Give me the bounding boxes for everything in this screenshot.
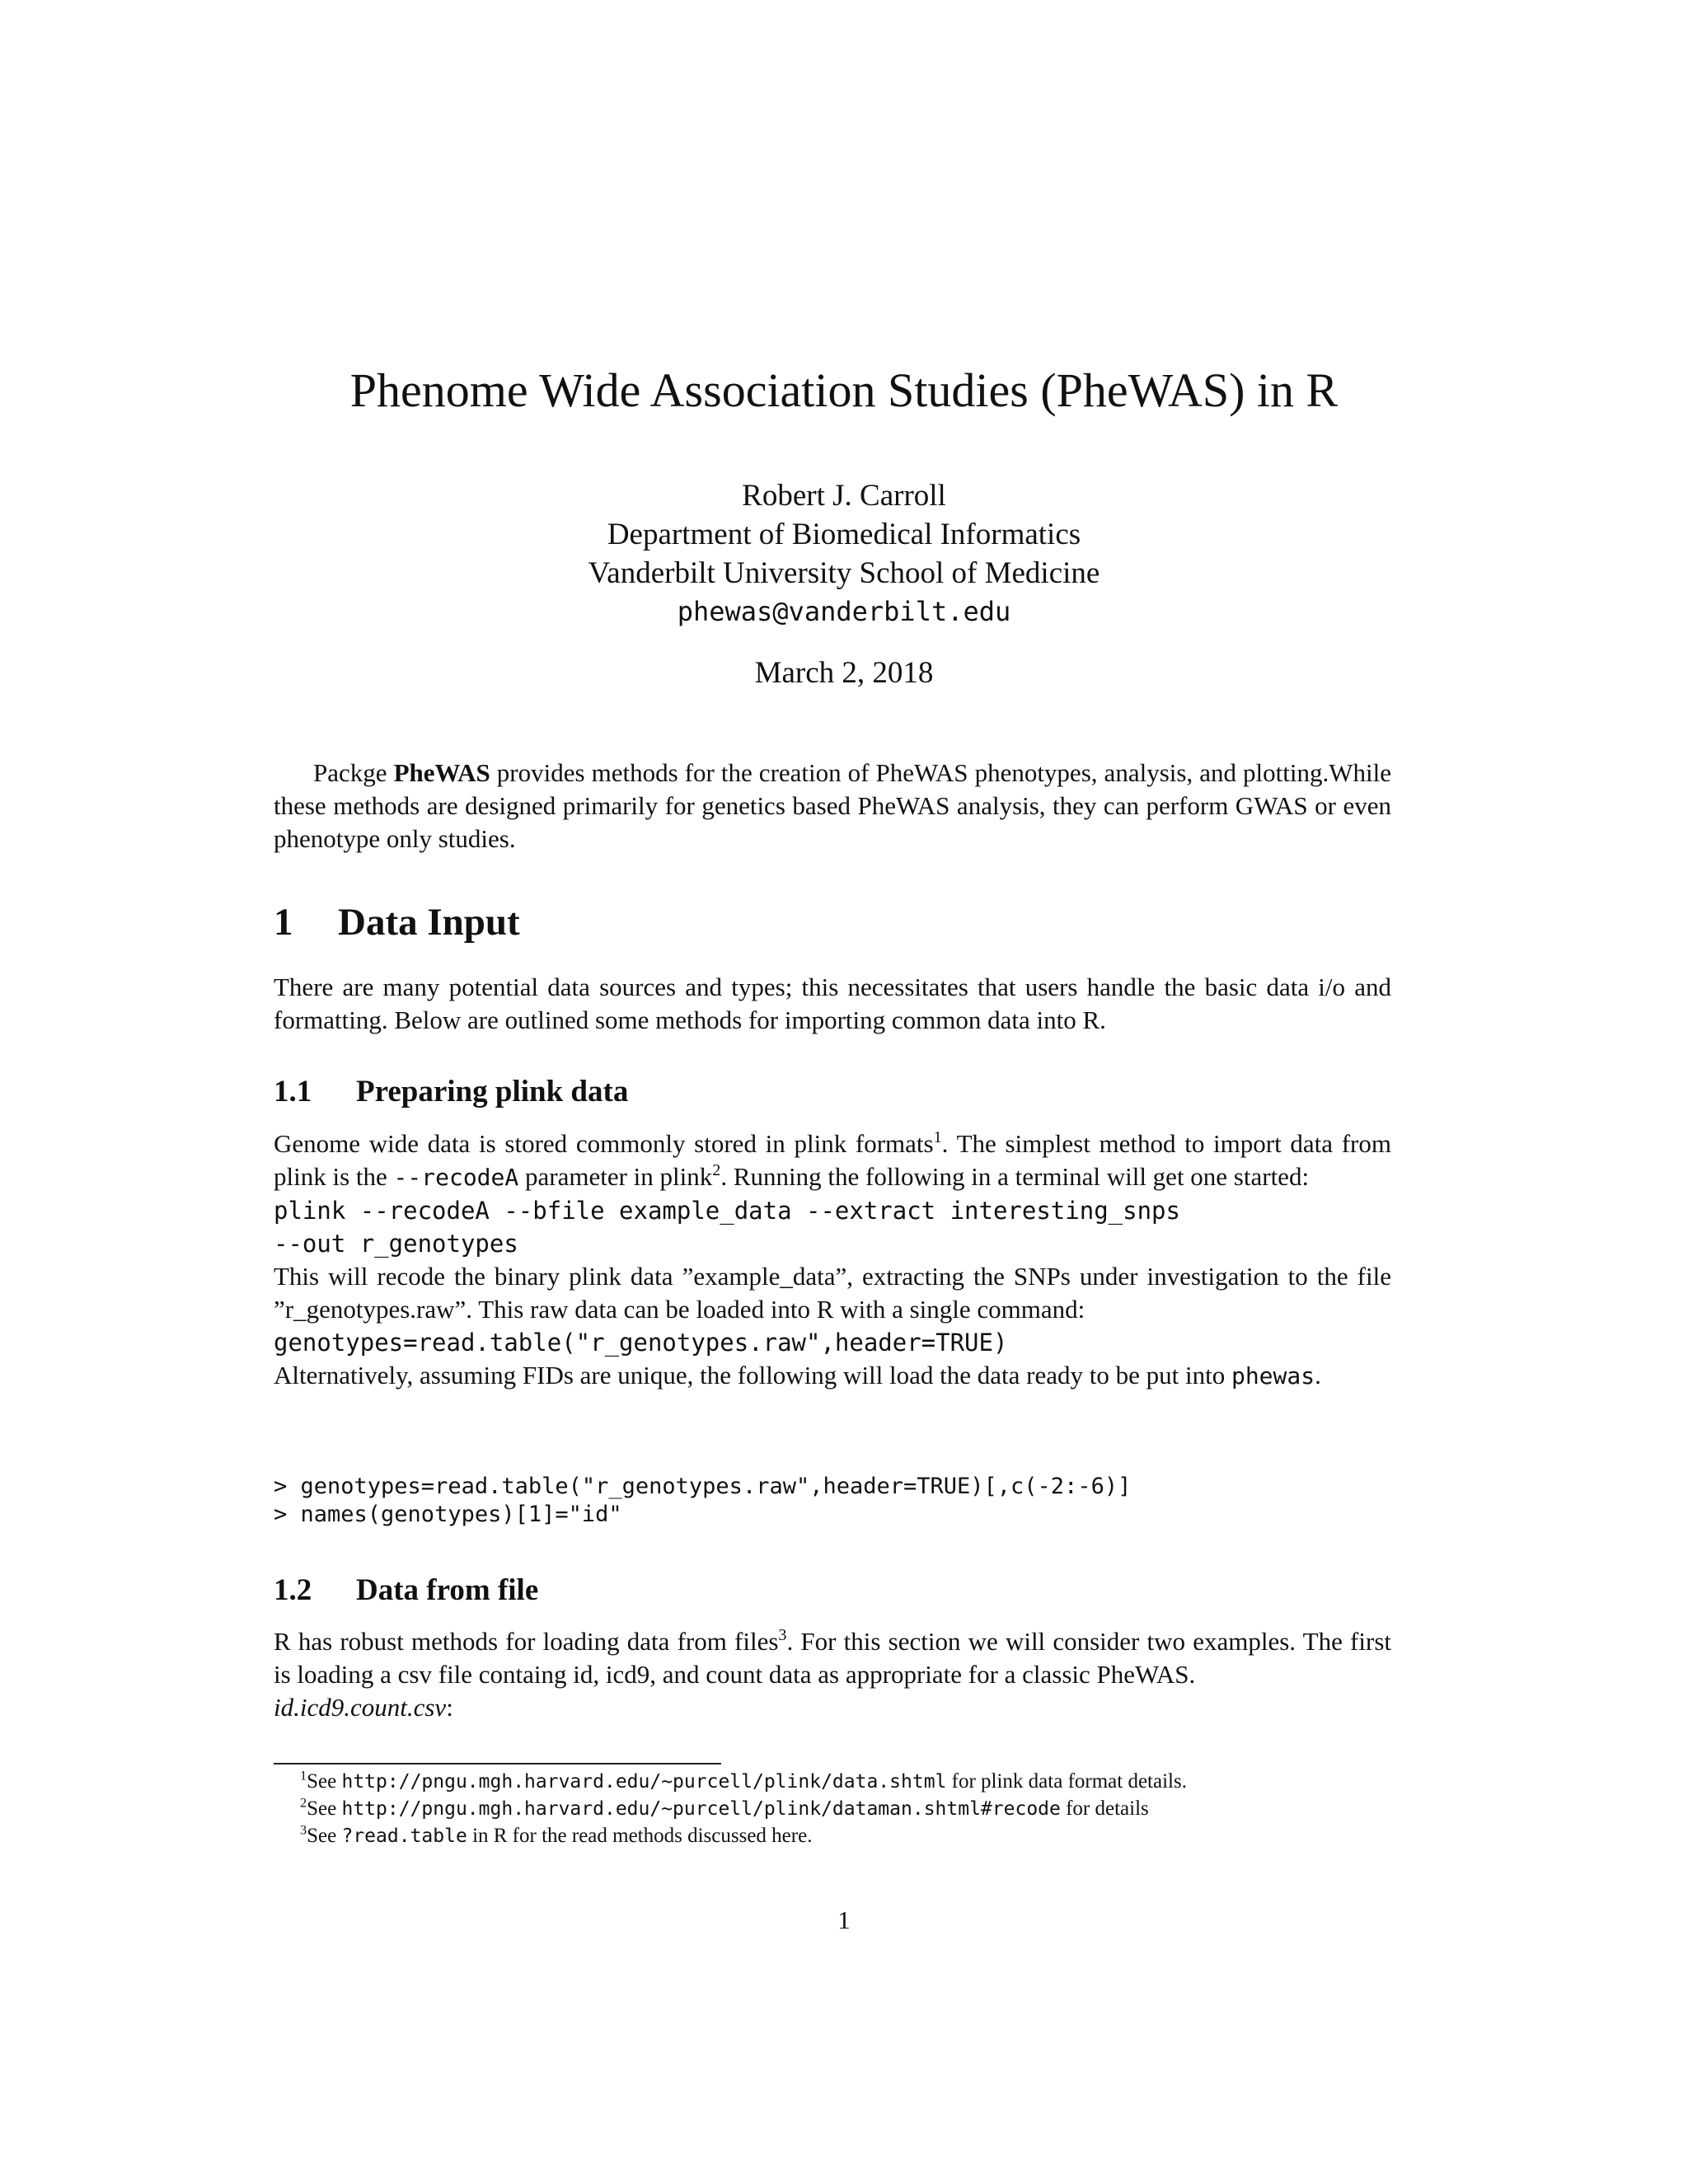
text-span: parameter in plink (518, 1162, 713, 1191)
code-block-line-2: > names(genotypes)[1]="id" (274, 1502, 622, 1527)
section-1-heading (274, 900, 520, 944)
footnote-ref-2[interactable]: 2 (712, 1160, 721, 1179)
text-span: See (307, 1797, 342, 1820)
inline-code-phewas: phewas (1231, 1362, 1315, 1390)
section-1-1-number: 1.1 (274, 1075, 312, 1108)
abstract (274, 757, 1391, 855)
footnote-3 (300, 1822, 813, 1848)
section-1-1-heading (274, 1074, 628, 1109)
page-number: 1 (837, 1905, 851, 1934)
paper-title: Phenome Wide Association Studies (PheWAS) in R (349, 363, 1339, 417)
section-1-1-text (274, 1127, 1391, 1393)
terminal-command-line-1: plink --recodeA --bfile example_data --extract interesting_snps (274, 1197, 1180, 1225)
footnote-ref-1[interactable]: 1 (933, 1127, 942, 1146)
paper-date: March 2, 2018 (754, 656, 934, 690)
author-block (0, 476, 1688, 631)
file-label: id.icd9.count.csv (274, 1693, 447, 1722)
section-1-2-heading (274, 1572, 538, 1608)
text-span: See (307, 1770, 342, 1793)
section-1-text (274, 971, 1391, 1037)
footnote-mark: 3 (300, 1822, 307, 1838)
code-block-line-1: > genotypes=read.table("r_genotypes.raw",header=TRUE)[,c(-2:-6)] (274, 1474, 1132, 1499)
text-span: Alternatively, assuming FIDs are unique, the following will load the data ready to be put into (274, 1361, 1231, 1390)
section-1-2-title: Data from file (356, 1573, 539, 1607)
text-span: Genome wide data is stored commonly stored in plink formats (274, 1129, 934, 1158)
author-email[interactable]: phewas@vanderbilt.edu (677, 596, 1011, 627)
footnote-1-url[interactable]: http://pngu.mgh.harvard.edu/~purcell/plink/data.shtml (341, 1771, 947, 1793)
section-1-2-number: 1.2 (274, 1573, 312, 1607)
section-1-1-paragraph-2: This will recode the binary plink data ”example_data”, extracting the SNPs under investigation to the file ”r_genotypes.raw”. This raw data can be loaded into R with a single command: (274, 1262, 1391, 1324)
text-span: . For this section we will consider two examples. The first is loading a csv file containg id, icd9, and count data as appropriate for a classic PheWAS. (274, 1627, 1391, 1689)
section-1-1-title: Preparing plink data (356, 1075, 629, 1108)
footnote-2 (300, 1797, 1149, 1821)
footnote-2-url[interactable]: http://pngu.mgh.harvard.edu/~purcell/plink/dataman.shtml#recode (341, 1798, 1061, 1820)
author-institution: Vanderbilt University School of Medicine (588, 556, 1100, 590)
section-1-title: Data Input (338, 901, 520, 944)
text-span: . (1315, 1361, 1321, 1390)
section-1-1-paragraph-1 (274, 1127, 1391, 1194)
author-name: Robert J. Carroll (742, 479, 946, 513)
footnote-mark: 2 (300, 1795, 307, 1811)
author-department: Department of Biomedical Informatics (607, 518, 1081, 551)
footnote-1 (300, 1770, 1187, 1793)
text-span: for plink data format details. (946, 1770, 1187, 1793)
section-1-paragraph: There are many potential data sources and types; this necessitates that users handle the basic data i/o and formatting. Below are outlined some methods for importing common data into R. (274, 972, 1391, 1034)
text-span: : (446, 1693, 453, 1722)
text-span: See (307, 1825, 342, 1847)
abstract-pre: Packge (313, 758, 394, 787)
section-1-number: 1 (274, 901, 293, 944)
text-span: R has robust methods for loading data from files (274, 1627, 779, 1656)
r-command-line: genotypes=read.table("r_genotypes.raw",header=TRUE) (274, 1329, 1008, 1357)
footnote-mark: 1 (300, 1768, 307, 1783)
section-1-2-paragraph (274, 1625, 1391, 1691)
abstract-package-name: PheWAS (393, 758, 490, 787)
section-1-2-text (274, 1625, 1391, 1724)
text-span: . Running the following in a terminal will get one started: (720, 1162, 1310, 1191)
inline-code-recodeA: --recodeA (393, 1164, 519, 1191)
text-span: for details (1060, 1797, 1149, 1820)
file-label-line (274, 1691, 1391, 1724)
text-span: . The simplest method to import data from plink is the (274, 1129, 1391, 1191)
section-1-1-paragraph-3 (274, 1359, 1391, 1393)
footnote-ref-3[interactable]: 3 (778, 1625, 787, 1644)
terminal-command-line-2: --out r_genotypes (274, 1230, 518, 1258)
text-span: in R for the read methods discussed here. (467, 1825, 813, 1847)
abstract-post: provides methods for the creation of PheWAS phenotypes, analysis, and plotting.While these methods are designed primarily for genetics based PheWAS analysis, they can perform GWAS or even phenotype only studies. (274, 758, 1391, 853)
footnote-divider (274, 1763, 721, 1765)
footnote-3-code: ?read.table (341, 1825, 467, 1847)
